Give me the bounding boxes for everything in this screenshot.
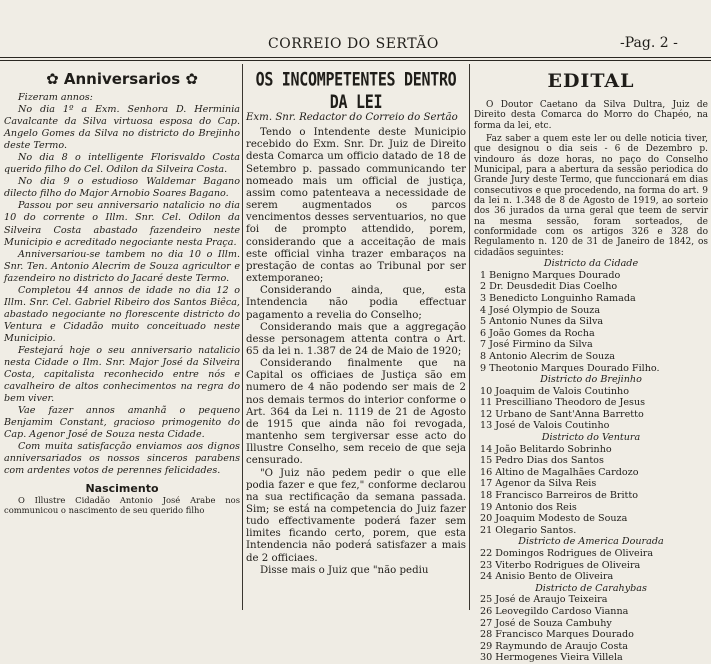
paragraph: Disse mais o Juiz que "não pediu — [260, 564, 429, 576]
juror-entry: 16 Altino de Magalhães Cardozo — [480, 466, 639, 478]
paragraph: Passou por seu anniversario natalicio no dia 10 do corrente o Illm. Snr. Cel. Odilon da Silveira Costa abastado fazendeiro neste Municipio e acreditado negociante nesta Praça. — [4, 200, 240, 248]
juror-entry: 20 Joaquim Modesto de Souza — [480, 513, 628, 525]
juror-entry: 5 Antonio Nunes da Silva — [480, 316, 604, 328]
juror-entry: 27 José de Souza Cambuhy — [480, 617, 612, 629]
page-number: -Pag. 2 - — [620, 35, 678, 51]
juror-entry: 24 Anisio Bento de Oliveira — [480, 571, 614, 583]
juror-entry: 14 João Belitardo Sobrinho — [480, 443, 612, 455]
juror-entry: 11 Prescilliano Theodoro de Jesus — [480, 397, 646, 409]
juror-list — [474, 270, 708, 374]
anniversaries-heading: ✿ Anniversarios ✿ — [46, 70, 198, 88]
juror-entry: 7 José Firmino da Silva — [480, 339, 593, 351]
district-heading: Districto de Carahybas — [535, 582, 647, 594]
column-divider-2 — [469, 64, 470, 610]
paragraph: Considerando mais que a aggregação desse personagem attenta contra o Art. 65 da lei n. 1.387 de 24 de Maio de 1920; — [246, 321, 466, 357]
juror-entry: 19 Antonio dos Reis — [480, 501, 577, 513]
paragraph: "O Juiz não pedem pedir o que elle podia fazer e que fez," conforme declarou na sua rectificação da semana passada. Sim; se está na competencia do Juiz fazer tudo effectivamente poderá fazer sem limites ficando certo, porem, que esta Intendencia não poderá satisfazer a mais de 2 officiaes. — [246, 467, 466, 564]
juror-list — [474, 444, 708, 537]
paragraph: O Doutor Caetano da Silva Dultra, Juiz de Direito desta Comarca do Morro do Chapéo, na forma da lei, etc. — [474, 100, 708, 131]
paragraph: Considerando ainda, que, esta Intendencia não podia effectuar pagamento a revelia do Conselho; — [246, 285, 466, 321]
juror-entry: 22 Domingos Rodrigues de Oliveira — [480, 548, 654, 559]
paragraph: Anniversariou-se tambem no dia 10 o Illm. Snr. Ten. Antonio Alecrim de Souza agricultor e fazendeiro no districto do Jacaré deste Termo. — [4, 248, 240, 284]
edital-heading: EDITAL — [547, 70, 635, 92]
district-heading: Districto da Cidade — [543, 258, 639, 270]
juror-entry: 6 João Gomes da Rocha — [480, 327, 595, 339]
juror-entry: 8 Antonio Alecrim de Souza — [480, 350, 615, 362]
column-edital — [474, 64, 708, 664]
juror-entry: 28 Francisco Marques Dourado — [480, 629, 634, 641]
header-rule-2 — [0, 60, 711, 61]
column-divider-1 — [242, 64, 243, 610]
article-heading: OS INCOMPETENTES DENTRO DA LEI — [255, 68, 457, 113]
column-article — [246, 64, 466, 610]
juror-entry: 18 Francisco Barreiros de Britto — [480, 490, 639, 502]
district-heading: Districto do Brejinho — [540, 374, 642, 386]
juror-entry: 30 Hermogenes Vieira Villela — [480, 652, 623, 664]
juror-entry: 29 Raymundo de Araujo Costa — [480, 640, 628, 652]
masthead — [0, 30, 711, 56]
juror-entry: 12 Urbano de Sant'Anna Barretto — [480, 408, 644, 420]
newspaper-title: CORREIO DO SERTÃO — [268, 36, 439, 52]
paragraph: No dia 9 o estudioso Waldemar Bagano dilecto filho do Major Arnobio Soares Bagano. — [4, 176, 240, 200]
paragraph: Completou 44 annos de idade no dia 12 o Illm. Snr. Cel. Gabriel Ribeiro dos Santos Biêca, abastado negociante no florescente districto do Ventura e Cidadão muito conceituado neste Municipio. — [4, 284, 240, 344]
paragraph: Com muita satisfacção enviamos aos dignos anniversariados os nossos sinceros parabens com ardentes votos de perennes felicidades. — [4, 441, 240, 477]
paragraph: Considerando finalmente que na Capital os officiaes de Justiça são em numero de 4 não podendo ser mais de 2 nos demais termos do interior conforme o Art. 364 da Lei n. 1119 de 21 de Agosto de 1915 que ainda não foi revogada, mantenho sem tergiversar esse acto do Illustre Conselho, sem receio de que seja censurado. — [246, 358, 466, 467]
paragraph: Faz saber a quem este ler ou delle noticia tiver, que designou o dia seis - 6 de Dezembro p. vindouro ás doze horas, no paço do Conselho Municipal, para a abertura da sessão periodica do Grande Jury deste Termo, que funccionará em dias consecutivos e que procedendo, na forma do art. 9 da lei n. 1.348 de 8 de Agosto de 1919, ao sorteio dos 36 jurados da urna geral que teem de servir na mesma sessão, foram sorteados, de conformidade com os artigos 326 e 328 do Regulamento n. 120 de 31 de Janeiro de 1842, os cidadãos seguintes: — [474, 134, 708, 258]
paragraph: Fizeram annos: — [18, 92, 93, 103]
juror-entry: 25 José de Araujo Teixeira — [480, 594, 608, 606]
district-heading: Districto do Ventura — [541, 432, 641, 444]
juror-entry: 1 Benigno Marques Dourado — [480, 269, 621, 281]
juror-list — [474, 594, 708, 664]
juror-entry: 10 Joaquim de Valois Coutinho — [480, 385, 630, 397]
header-rule — [0, 57, 711, 58]
juror-entry: 26 Leovegildo Cardoso Vianna — [480, 605, 629, 617]
juror-entry: 23 Viterbo Rodrigues de Oliveira — [480, 559, 641, 571]
paragraph: Vae fazer annos amanhã o pequeno Benjamim Constant, gracioso primogenito do Cap. Agenor José de Souza nesta Cidade. — [4, 405, 240, 441]
paragraph: O Illustre Cidadão Antonio José Arabe nos communicou o nascimento de seu querido filho — [4, 494, 240, 515]
juror-entry: 21 Olegario Santos. — [480, 524, 577, 536]
juror-entry: 4 José Olympio de Souza — [480, 304, 601, 316]
paragraph: Exm. Snr. Redactor do Correio do Sertão — [246, 112, 458, 123]
paragraph: No dia 1º a Exm. Senhora D. Herminia Cavalcante da Silva virtuosa esposa do Cap. Angelo Gomes da Silva no districto do Brejinho deste Termo. — [4, 104, 240, 152]
juror-entry: 17 Agenor da Silva Reis — [480, 478, 597, 490]
paragraph: No dia 8 o intelligente Florisvaldo Costa querido filho do Cel. Odilon da Silveira Costa. — [4, 152, 240, 176]
paragraph: Tendo o Intendente deste Municipio recebido do Exm. Snr. Dr. Juiz de Direito desta Comarca um officio datado de 18 de Setembro p. passado communicando ter nomeado mais um official de justiça, assim como patenteava a necessidade de serem augmentados os parcos vencimentos desses serventuarios, no que foi de prompto attendido, porem, considerando que a acceitação de mais este official vinha trazer embaraços na prestação de contas ao Tribunal por ser extemporaneo; — [246, 127, 466, 285]
column-anniversaries — [4, 64, 240, 610]
juror-entry: 3 Benedicto Longuinho Ramada — [480, 292, 636, 304]
juror-entry: 15 Pedro Dias dos Santos — [480, 455, 604, 467]
juror-entry: 2 Dr. Deusdedit Dias Coelho — [480, 281, 618, 293]
juror-list — [474, 548, 708, 583]
paragraph: Festejará hoje o seu anniversario natalicio nesta Cidade o Ilm. Snr. Major José da Silveira Costa, capitalista reconhecido entre nós e cavalheiro de altos conhecimentos na regra do bem viver. — [4, 344, 240, 405]
birth-subheading: Nascimento — [85, 481, 159, 495]
juror-entry: 9 Theotonio Marques Dourado Filho. — [480, 362, 660, 374]
district-heading: Districto de America Dourada — [518, 536, 664, 548]
juror-list — [474, 386, 708, 432]
juror-entry: 13 José de Valois Coutinho — [480, 420, 610, 432]
